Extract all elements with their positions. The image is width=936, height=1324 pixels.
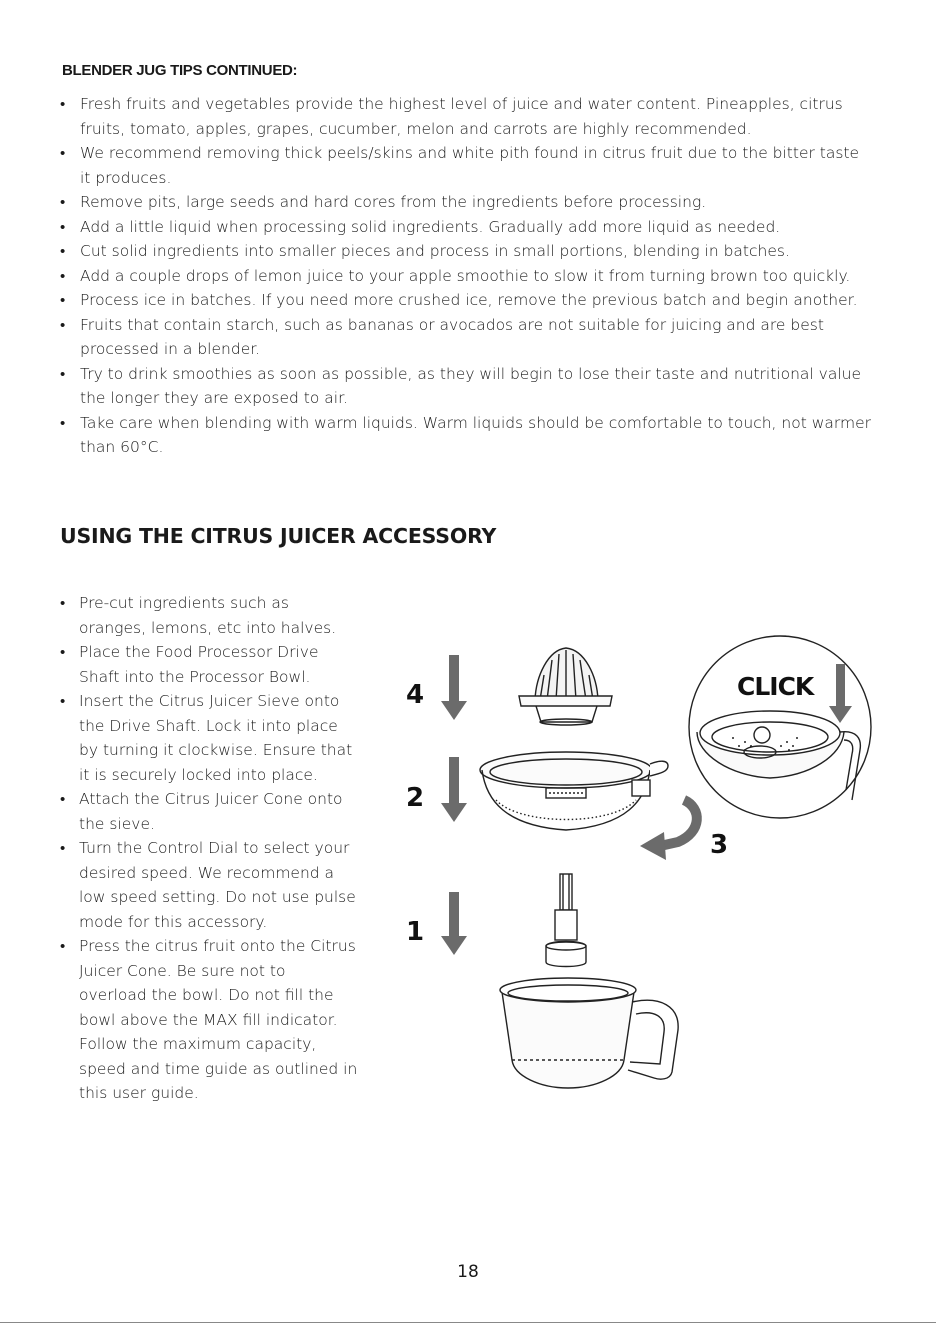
tip-item: • Cut solid ingredients into smaller pieces and process in small portions, blending in batches. xyxy=(58,239,873,264)
click-detail-inset xyxy=(689,636,871,818)
juicer-cone-icon xyxy=(519,648,612,725)
processor-bowl-icon xyxy=(500,978,678,1088)
blender-tips-heading: BLENDER JUG TIPS CONTINUED: xyxy=(62,62,298,79)
step-item: • Place the Food Processor Drive Shaft into the Processor Bowl. xyxy=(58,640,358,689)
down-arrow-icon xyxy=(441,655,467,720)
citrus-steps-list xyxy=(58,591,358,1106)
blender-tips-list xyxy=(58,92,873,460)
curved-arrow-icon xyxy=(640,800,697,860)
tip-item: • Take care when blending with warm liquids. Warm liquids should be comfortable to touch, not warmer than 60°C. xyxy=(58,411,873,460)
tip-item: • Process ice in batches. If you need more crushed ice, remove the previous batch and begin another. xyxy=(58,288,873,313)
bottom-divider xyxy=(0,1322,936,1323)
step-number-2: 2 xyxy=(406,783,425,813)
step-number-4: 4 xyxy=(406,680,425,710)
tip-item: • Fresh fruits and vegetables provide the highest level of juice and water content. Pineapples, citrus fruits, tomato, apples, grapes, cucumber, melon and carrots are highly recommended. xyxy=(58,92,873,141)
assembly-diagram xyxy=(380,630,900,1100)
step-item: • Insert the Citrus Juicer Sieve onto the Drive Shaft. Lock it into place by turning it clockwise. Ensure that it is securely locked into place. xyxy=(58,689,358,787)
citrus-section-title: USING THE CITRUS JUICER ACCESSORY xyxy=(60,524,497,548)
step-item: • Attach the Citrus Juicer Cone onto the sieve. xyxy=(58,787,358,836)
tip-item: • Add a couple drops of lemon juice to your apple smoothie to slow it from turning brown too quickly. xyxy=(58,264,873,289)
step-item: • Press the citrus fruit onto the Citrus Juicer Cone. Be sure not to overload the bowl. Do not fill the bowl above the MAX fill indicator. Follow the maximum capacity, speed and time guide as outlined in this user guide. xyxy=(58,934,358,1106)
tip-item: • Add a little liquid when processing solid ingredients. Gradually add more liquid as needed. xyxy=(58,215,873,240)
page-number: 18 xyxy=(457,1262,479,1282)
step-item: • Turn the Control Dial to select your desired speed. We recommend a low speed setting. Do not use pulse mode for this accessory. xyxy=(58,836,358,934)
down-arrow-icon xyxy=(441,892,467,955)
sieve-icon xyxy=(480,752,668,830)
tip-item: • Fruits that contain starch, such as bananas or avocados are not suitable for juicing and are best processed in a blender. xyxy=(58,313,873,362)
tip-item: • Try to drink smoothies as soon as possible, as they will begin to lose their taste and nutritional value the longer they are exposed to air. xyxy=(58,362,873,411)
drive-shaft-icon xyxy=(546,874,586,967)
step-number-1: 1 xyxy=(406,917,425,947)
step-item: • Pre-cut ingredients such as oranges, lemons, etc into halves. xyxy=(58,591,358,640)
tip-item: • We recommend removing thick peels/skins and white pith found in citrus fruit due to the bitter taste it produces. xyxy=(58,141,873,190)
step-number-3: 3 xyxy=(710,830,729,860)
down-arrow-icon xyxy=(441,757,467,822)
tip-item: • Remove pits, large seeds and hard cores from the ingredients before processing. xyxy=(58,190,873,215)
click-label: CLICK xyxy=(737,672,814,701)
